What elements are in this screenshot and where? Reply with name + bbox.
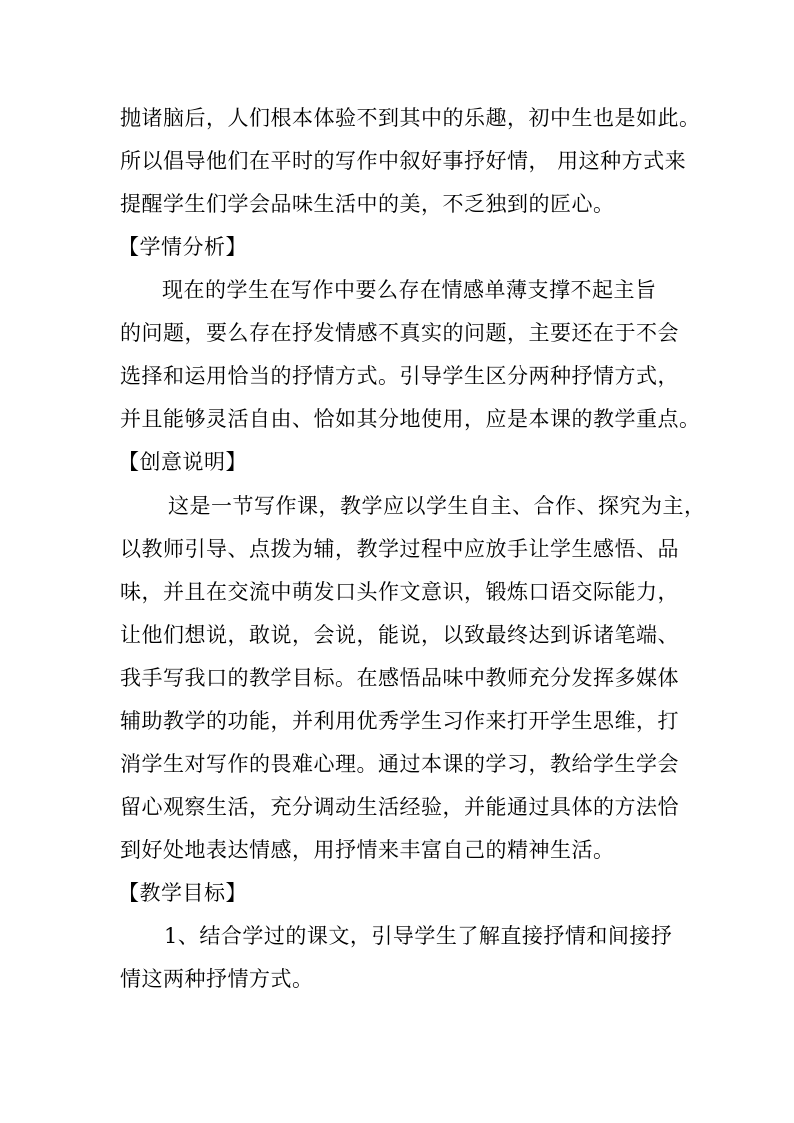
text-line: 这是一节写作课，教学应以学生自主、合作、探究为主，: [168, 494, 706, 518]
text-line: 提醒学生们学会品味生活中的美，不乏独到的匠心。: [120, 192, 615, 216]
text-line: 以教师引导、点拨为辅，教学过程中应放手让学生感悟、品: [120, 537, 679, 561]
text-line: 消学生对写作的畏难心理。通过本课的学习，教给学生学会: [120, 752, 679, 776]
text-line: 并且能够灵活自由、恰如其分地使用，应是本课的教学重点。: [120, 407, 701, 431]
text-line: 现在的学生在写作中要么存在情感单薄支撑不起主旨: [162, 278, 657, 302]
text-line: 选择和运用恰当的抒情方式。引导学生区分两种抒情方式，: [120, 364, 679, 388]
text-line: 抛诸脑后，人们根本体验不到其中的乐趣，初中生也是如此。: [120, 106, 701, 130]
text-line: 辅助教学的功能，并利用优秀学生习作来打开学生思维，打: [120, 709, 679, 733]
section-heading: 【教学目标】: [118, 881, 247, 905]
text-line: 留心观察生活，充分调动生活经验，并能通过具体的方法恰: [120, 795, 679, 819]
text-line: 的问题，要么存在抒发情感不真实的问题，主要还在于不会: [120, 321, 679, 345]
section-heading: 【创意说明】: [118, 450, 247, 474]
text-line: 情这两种抒情方式。: [120, 967, 314, 991]
text-line: 所以倡导他们在平时的写作中叙好事抒好情， 用这种方式来: [120, 149, 687, 173]
text-line: 让他们想说，敢说，会说，能说，以致最终达到诉诸笔端、: [120, 623, 679, 647]
text-line: 味，并且在交流中萌发口头作文意识，锻炼口语交际能力，: [120, 580, 679, 604]
section-heading: 【学情分析】: [118, 235, 247, 259]
text-line: 1、结合学过的课文，引导学生了解直接抒情和间接抒: [164, 924, 673, 948]
text-line: 到好处地表达情感，用抒情来丰富自己的精神生活。: [120, 838, 615, 862]
text-line: 我手写我口的教学目标。在感悟品味中教师充分发挥多媒体: [120, 666, 679, 690]
